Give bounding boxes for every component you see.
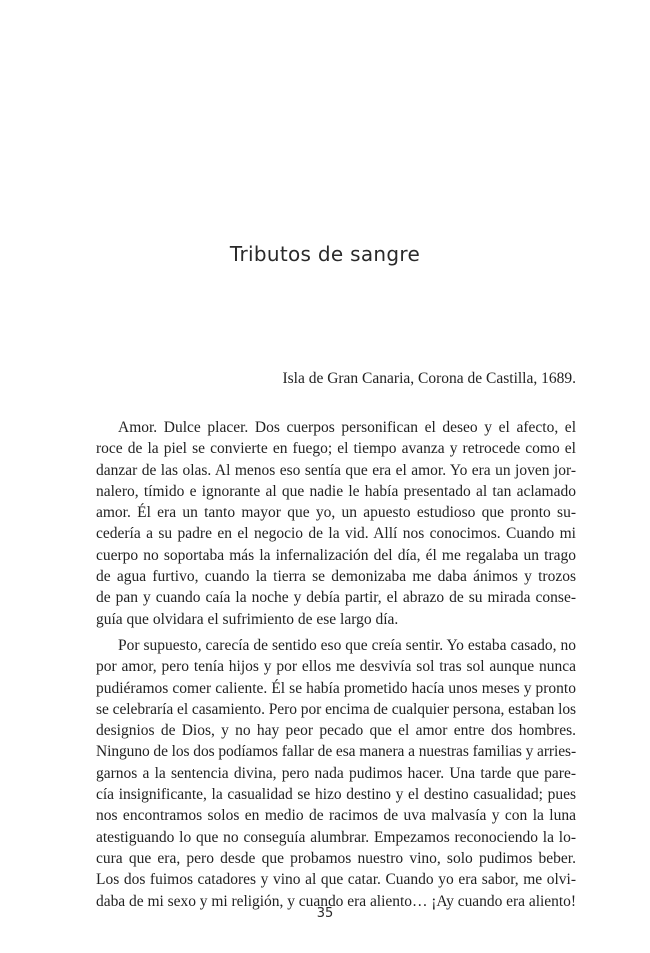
page-number: 35 bbox=[316, 906, 334, 921]
paragraph-1 bbox=[96, 417, 576, 630]
text-line: guía que olvidara el sufrimiento de ese largo día. bbox=[96, 610, 399, 628]
text-line: Por supuesto, carecía de sentido eso que creía sentir. Yo estaba casado, no bbox=[118, 636, 576, 654]
text-line: cura que era, pero desde que probamos nuestro vino, solo pudimos beber. bbox=[96, 849, 576, 867]
text-line: amor. Él era un tanto mayor que yo, un apuesto estudioso que pronto su- bbox=[96, 504, 576, 522]
text-line: de agua furtivo, cuando la tierra se demonizaba me daba ánimos y trozos bbox=[96, 568, 576, 586]
text-line: cía insignificante, la casualidad se hizo destino y el destino casualidad; pues bbox=[96, 786, 576, 804]
text-line: daba de mi sexo y mi religión, y cuando era aliento… ¡Ay cuando era aliento! bbox=[96, 892, 577, 910]
text-line: danzar de las olas. Al menos eso sentía que era el amor. Yo era un joven jor- bbox=[96, 461, 576, 479]
text-line: por amor, pero tenía hijos y por ellos me desvivía sol tras sol aunque nunca bbox=[96, 658, 576, 676]
text-line: atestiguando lo que no conseguía alumbrar. Empezamos reconociendo la lo- bbox=[96, 828, 576, 846]
text-line: Amor. Dulce placer. Dos cuerpos personifican el deseo y el afecto, el bbox=[118, 419, 576, 436]
paragraph-2 bbox=[96, 635, 576, 912]
epigraph: Isla de Gran Canaria, Corona de Castilla, 1689. bbox=[282, 370, 576, 387]
text-line: cedería a su padre en el negocio de la vid. Allí nos conocimos. Cuando mi bbox=[96, 525, 576, 543]
text-line: Ninguno de los dos podíamos fallar de esa manera a nuestras familias y arries- bbox=[96, 743, 577, 761]
text-line: de pan y cuando caía la noche y debía partir, el abrazo de su mirada conse- bbox=[96, 589, 576, 607]
text-line: se celebraría el casamiento. Pero por encima de cualquier persona, estaban los bbox=[96, 700, 577, 718]
text-line: garnos a la sentencia divina, pero nada pudimos hacer. Una tarde que pare- bbox=[96, 764, 576, 782]
text-line: nos encontramos solos en medio de racimos de uva malvasía y con la luna bbox=[96, 807, 576, 825]
text-line: pudiéramos comer caliente. Él se había prometido hacía unos meses y pronto bbox=[96, 679, 576, 697]
text-line: designios de Dios, y no hay peor pecado que el amor entre dos hombres. bbox=[96, 722, 576, 740]
body-text bbox=[96, 417, 576, 912]
chapter-title: Tributos de sangre bbox=[229, 242, 421, 266]
text-line: roce de la piel se convierte en fuego; el tiempo avanza y retrocede como el bbox=[96, 440, 576, 458]
text-line: nalero, tímido e ignorante al que nadie le había presentado al tan aclamado bbox=[96, 482, 576, 500]
text-line: Los dos fuimos catadores y vino al que catar. Cuando yo era sabor, me olvi- bbox=[96, 871, 576, 889]
text-line: cuerpo no soportaba más la infernalización del día, él me regalaba un trago bbox=[96, 546, 576, 564]
